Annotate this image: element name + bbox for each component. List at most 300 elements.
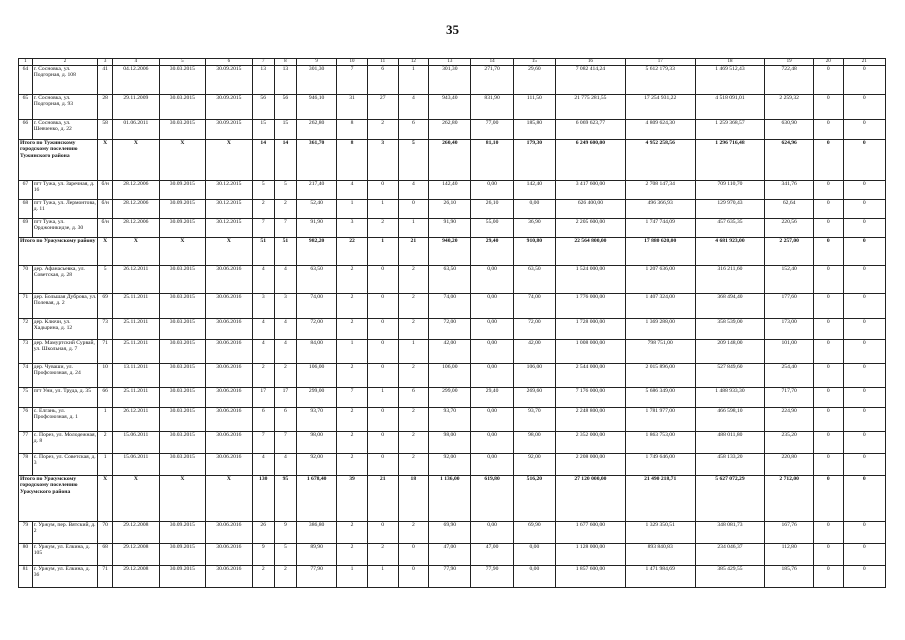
table-cell: 2 bbox=[274, 363, 296, 387]
table-cell: 0 bbox=[813, 565, 843, 587]
table-cell: 0,00 bbox=[513, 199, 555, 218]
address-cell: с. Порез, ул. Молодежная, д. 8 bbox=[32, 431, 98, 453]
table-cell: 458 133,20 bbox=[695, 453, 765, 475]
table-cell: 129 970,43 bbox=[695, 199, 765, 218]
table-cell: 1 407 324,00 bbox=[625, 293, 695, 318]
table-cell: 04.12.2006 bbox=[113, 65, 160, 94]
table-cell: 2 208 000,00 bbox=[556, 453, 626, 475]
table-cell: 2 bbox=[337, 293, 368, 318]
table-cell: 15.06.2011 bbox=[113, 431, 160, 453]
table-cell: 2 bbox=[274, 199, 296, 218]
table-cell: 0 bbox=[843, 199, 885, 218]
table-cell: 2 015 896,00 bbox=[625, 363, 695, 387]
table-cell: 0 bbox=[813, 407, 843, 431]
table-cell: 0,00 bbox=[471, 431, 513, 453]
table-cell: 457 635,35 bbox=[695, 218, 765, 237]
table-row bbox=[19, 119, 886, 139]
table-cell: 30.06.2016 bbox=[206, 318, 253, 339]
column-number-cell: 21 bbox=[843, 59, 885, 66]
table-cell: 269,60 bbox=[513, 387, 555, 407]
table-cell: 29.12.2008 bbox=[113, 521, 160, 543]
table-cell: 943,40 bbox=[429, 94, 471, 119]
table-cell: 93,70 bbox=[513, 407, 555, 431]
table-cell: 488 011,80 bbox=[695, 431, 765, 453]
table-cell: 76 bbox=[19, 407, 33, 431]
table-cell: 30.03.2015 bbox=[159, 453, 206, 475]
table-cell: 77,90 bbox=[471, 565, 513, 587]
column-number-cell: 13 bbox=[429, 59, 471, 66]
column-number-cell: 11 bbox=[367, 59, 398, 66]
table-cell: 1 bbox=[398, 339, 429, 363]
table-cell: 30.06.2016 bbox=[206, 363, 253, 387]
table-cell: 0 bbox=[843, 543, 885, 565]
table-cell: 0,00 bbox=[513, 565, 555, 587]
table-cell: 301,30 bbox=[297, 65, 337, 94]
table-cell: 3 bbox=[274, 293, 296, 318]
table-cell: 4 bbox=[252, 453, 274, 475]
table-cell: 910,80 bbox=[513, 237, 555, 265]
table-cell: 0 bbox=[843, 453, 885, 475]
table-cell: 29.12.2008 bbox=[113, 565, 160, 587]
address-cell: г. Сосновка, ул. Шевченко, д. 22 bbox=[32, 119, 98, 139]
address-cell: г. Уржум, пер. Вятский, д. 2 bbox=[32, 521, 98, 543]
table-cell: X bbox=[206, 475, 253, 521]
table-cell: 66 bbox=[19, 119, 33, 139]
table-row bbox=[19, 65, 886, 94]
table-cell: 2 bbox=[337, 318, 368, 339]
table-cell: 25.11.2011 bbox=[113, 339, 160, 363]
table-cell: 0 bbox=[843, 65, 885, 94]
table-cell: 946,10 bbox=[297, 94, 337, 119]
table-cell: 112,80 bbox=[765, 543, 814, 565]
table-cell: 2 bbox=[398, 521, 429, 543]
table-cell: 13 bbox=[252, 65, 274, 94]
table-cell: 30.09.2015 bbox=[159, 199, 206, 218]
table-cell: 5 bbox=[274, 180, 296, 199]
table-cell: 39 bbox=[337, 475, 368, 521]
table-cell: 21 775 281,55 bbox=[556, 94, 626, 119]
table-cell: 81,10 bbox=[471, 139, 513, 180]
table-cell: 0 bbox=[367, 431, 398, 453]
table-cell: 47,00 bbox=[429, 543, 471, 565]
table-cell: 234 046,37 bbox=[695, 543, 765, 565]
table-cell: 2 bbox=[398, 453, 429, 475]
table-cell: 254,40 bbox=[765, 363, 814, 387]
table-cell: 1 bbox=[367, 565, 398, 587]
table-cell: 2 bbox=[337, 363, 368, 387]
address-cell: пгт Уни, ул. Труда, д. 35 bbox=[32, 387, 98, 407]
subtotal-row bbox=[19, 475, 886, 521]
table-cell: X bbox=[113, 139, 160, 180]
table-cell: 98,00 bbox=[297, 431, 337, 453]
table-cell: 36,90 bbox=[513, 218, 555, 237]
table-cell: 2 bbox=[398, 293, 429, 318]
table-cell: 42,00 bbox=[429, 339, 471, 363]
table-cell: 2 708 147,34 bbox=[625, 180, 695, 199]
table-cell: 106,00 bbox=[513, 363, 555, 387]
table-cell: 17 254 931,22 bbox=[625, 94, 695, 119]
table-cell: 7 bbox=[274, 431, 296, 453]
table-cell: 17 880 620,00 bbox=[625, 237, 695, 265]
table-cell: 01.06.2011 bbox=[113, 119, 160, 139]
table-cell: X bbox=[159, 475, 206, 521]
table-cell: 496 366,93 bbox=[625, 199, 695, 218]
table-cell: X bbox=[113, 237, 160, 265]
table-cell: 30.03.2015 bbox=[159, 94, 206, 119]
table-row bbox=[19, 339, 886, 363]
table-row bbox=[19, 318, 886, 339]
table-cell: 1 207 636,00 bbox=[625, 265, 695, 293]
table-cell: 152,40 bbox=[765, 265, 814, 293]
page-number: 35 bbox=[446, 22, 459, 37]
table-cell: б/н bbox=[98, 218, 113, 237]
table-cell: 21 bbox=[398, 237, 429, 265]
table-cell: 1 488 933,30 bbox=[695, 387, 765, 407]
table-cell: 142,40 bbox=[429, 180, 471, 199]
table-cell: 26 bbox=[252, 521, 274, 543]
table-cell: 271,70 bbox=[471, 65, 513, 94]
table-row bbox=[19, 363, 886, 387]
table-cell: 0 bbox=[813, 65, 843, 94]
table-cell: 30.03.2015 bbox=[159, 387, 206, 407]
table-cell: 0,00 bbox=[471, 453, 513, 475]
table-cell: 2 bbox=[274, 565, 296, 587]
table-cell: 7 bbox=[252, 431, 274, 453]
table-cell: 1 857 600,00 bbox=[556, 565, 626, 587]
table-cell: 0 bbox=[367, 180, 398, 199]
table-cell: 70 bbox=[19, 265, 33, 293]
address-cell: г. Сосновка, ул. Подгорная, д. 108 bbox=[32, 65, 98, 94]
table-cell: 1 bbox=[98, 407, 113, 431]
table-cell: 77,90 bbox=[429, 565, 471, 587]
table-cell: 29.11.2009 bbox=[113, 94, 160, 119]
table-cell: 2 bbox=[337, 407, 368, 431]
table-cell: 4 952 258,56 bbox=[625, 139, 695, 180]
column-number-cell: 2 bbox=[32, 59, 98, 66]
table-cell: 1 524 000,00 bbox=[556, 265, 626, 293]
column-number-cell: 18 bbox=[695, 59, 765, 66]
table-cell: 386,80 bbox=[297, 521, 337, 543]
table-cell: 167,76 bbox=[765, 521, 814, 543]
table-cell: 14 bbox=[274, 139, 296, 180]
table-cell: 2 bbox=[337, 521, 368, 543]
table-cell: 4 bbox=[274, 339, 296, 363]
table-row bbox=[19, 180, 886, 199]
table-cell: 940,20 bbox=[429, 237, 471, 265]
table-cell: 2 bbox=[337, 265, 368, 293]
table-cell: 0 bbox=[813, 218, 843, 237]
table-cell: 5 686 349,00 bbox=[625, 387, 695, 407]
column-number-cell: 4 bbox=[113, 59, 160, 66]
table-cell: 516,20 bbox=[513, 475, 555, 521]
table-cell: 3 bbox=[252, 293, 274, 318]
table-cell: X bbox=[98, 139, 113, 180]
table-cell: 29,60 bbox=[513, 65, 555, 94]
table-cell: 709 110,70 bbox=[695, 180, 765, 199]
table-cell: 0 bbox=[813, 318, 843, 339]
table-cell: 64 bbox=[19, 65, 33, 94]
table-cell: 0 bbox=[843, 387, 885, 407]
table-cell: 30.03.2015 bbox=[159, 265, 206, 293]
column-number-cell: 14 bbox=[471, 59, 513, 66]
table-cell: 0 bbox=[843, 139, 885, 180]
table-cell: 27 120 000,00 bbox=[556, 475, 626, 521]
table-cell: 2 bbox=[337, 453, 368, 475]
table-cell: 30.03.2015 bbox=[159, 339, 206, 363]
table-cell: 1 469 512,43 bbox=[695, 65, 765, 94]
table-cell: 0 bbox=[843, 475, 885, 521]
table-cell: 28.12.2006 bbox=[113, 199, 160, 218]
table-cell: 30.03.2015 bbox=[159, 363, 206, 387]
table-cell: 77,90 bbox=[297, 565, 337, 587]
table-cell: 30.09.2015 bbox=[159, 521, 206, 543]
address-cell: пгт Тужа, ул. Заречная, д. 16 bbox=[32, 180, 98, 199]
table-cell: 26.12.2011 bbox=[113, 265, 160, 293]
table-cell: 75 bbox=[19, 387, 33, 407]
table-cell: 25.11.2011 bbox=[113, 318, 160, 339]
table-cell: 6 bbox=[252, 407, 274, 431]
table-cell: 72,00 bbox=[429, 318, 471, 339]
table-cell: 30.12.2015 bbox=[206, 199, 253, 218]
column-number-cell: 19 bbox=[765, 59, 814, 66]
table-cell: 98,00 bbox=[429, 431, 471, 453]
table-cell: 5 627 072,29 bbox=[695, 475, 765, 521]
column-number-cell: 1 bbox=[19, 59, 33, 66]
table-cell: 93,70 bbox=[297, 407, 337, 431]
table-cell: 0 bbox=[813, 139, 843, 180]
table-cell: 2 bbox=[367, 119, 398, 139]
table-cell: 1 296 716,48 bbox=[695, 139, 765, 180]
table-cell: 348 081,73 bbox=[695, 521, 765, 543]
table-cell: 58 bbox=[98, 119, 113, 139]
table-cell: 0 bbox=[367, 339, 398, 363]
table-cell: 0 bbox=[843, 218, 885, 237]
table-cell: 3 bbox=[337, 218, 368, 237]
table-cell: 2 bbox=[367, 543, 398, 565]
table-cell: 41 bbox=[98, 65, 113, 94]
column-number-cell: 15 bbox=[513, 59, 555, 66]
table-cell: 619,80 bbox=[471, 475, 513, 521]
table-cell: 81 bbox=[19, 565, 33, 587]
table-cell: 63,50 bbox=[297, 265, 337, 293]
table-cell: 798 751,00 bbox=[625, 339, 695, 363]
table-cell: 72,00 bbox=[513, 318, 555, 339]
table-cell: 72,00 bbox=[297, 318, 337, 339]
table-cell: 1 bbox=[398, 65, 429, 94]
table-cell: 26,10 bbox=[471, 199, 513, 218]
column-number-cell: 9 bbox=[297, 59, 337, 66]
table-cell: 92,00 bbox=[297, 453, 337, 475]
table-cell: 30.06.2016 bbox=[206, 521, 253, 543]
table-cell: 29,40 bbox=[471, 237, 513, 265]
table-cell: 6 249 600,00 bbox=[556, 139, 626, 180]
table-cell: 4 bbox=[274, 318, 296, 339]
table-cell: 0 bbox=[813, 543, 843, 565]
table-cell: 385 429,55 bbox=[695, 565, 765, 587]
column-number-cell: 7 bbox=[252, 59, 274, 66]
table-cell: 341,76 bbox=[765, 180, 814, 199]
table-cell: 30.06.2016 bbox=[206, 453, 253, 475]
table-cell: 17 bbox=[274, 387, 296, 407]
table-cell: 1 749 646,00 bbox=[625, 453, 695, 475]
table-cell: 21 bbox=[367, 475, 398, 521]
address-cell: дер. Мамуртский Сурвай, ул. Школьная, д. 7 bbox=[32, 339, 98, 363]
table-cell: 0 bbox=[813, 363, 843, 387]
table-cell: 30.03.2015 bbox=[159, 293, 206, 318]
table-cell: 1 329 350,51 bbox=[625, 521, 695, 543]
table-cell: 1 747 744,09 bbox=[625, 218, 695, 237]
table-row bbox=[19, 565, 886, 587]
table-cell: 0 bbox=[843, 565, 885, 587]
table-cell: 93,70 bbox=[429, 407, 471, 431]
table-cell: 106,00 bbox=[297, 363, 337, 387]
column-number-cell: 3 bbox=[98, 59, 113, 66]
table-cell: X bbox=[159, 237, 206, 265]
table-row bbox=[19, 543, 886, 565]
table-cell: 28.12.2006 bbox=[113, 218, 160, 237]
table-cell: 4 bbox=[274, 453, 296, 475]
table-cell: 73 bbox=[98, 318, 113, 339]
table-cell: 30.12.2015 bbox=[206, 218, 253, 237]
table-cell: 26,10 bbox=[429, 199, 471, 218]
table-cell: 0 bbox=[843, 318, 885, 339]
table-row bbox=[19, 199, 886, 218]
table-row bbox=[19, 431, 886, 453]
table-cell: 173,00 bbox=[765, 318, 814, 339]
table-cell: 1 bbox=[367, 237, 398, 265]
table-cell: 7 bbox=[274, 218, 296, 237]
table-cell: 626 400,00 bbox=[556, 199, 626, 218]
table-cell: 893 840,83 bbox=[625, 543, 695, 565]
table-cell: 13 bbox=[274, 65, 296, 94]
table-cell: X bbox=[98, 237, 113, 265]
table-cell: 2 bbox=[398, 363, 429, 387]
table-cell: 9 bbox=[252, 543, 274, 565]
table-cell: 1 bbox=[367, 387, 398, 407]
table-cell: 42,00 bbox=[513, 339, 555, 363]
table-cell: 630,90 bbox=[765, 119, 814, 139]
table-cell: 98,00 bbox=[513, 431, 555, 453]
table-cell: 0 bbox=[843, 431, 885, 453]
table-cell: 358 539,00 bbox=[695, 318, 765, 339]
column-number-cell: 10 bbox=[337, 59, 368, 66]
table-cell: 30.06.2016 bbox=[206, 339, 253, 363]
table-cell: 209 148,00 bbox=[695, 339, 765, 363]
table-cell: 8 bbox=[337, 139, 368, 180]
table-cell: 262,80 bbox=[429, 119, 471, 139]
table-cell: 2 bbox=[398, 318, 429, 339]
table-cell: 66 bbox=[98, 387, 113, 407]
table-cell: 316 211,60 bbox=[695, 265, 765, 293]
table-cell: 0 bbox=[813, 453, 843, 475]
table-cell: 62,64 bbox=[765, 199, 814, 218]
table-cell: 0 bbox=[367, 407, 398, 431]
table-cell: 2 bbox=[98, 431, 113, 453]
table-row bbox=[19, 218, 886, 237]
table-cell: 69,90 bbox=[429, 521, 471, 543]
table-cell: 2 bbox=[398, 407, 429, 431]
table-cell: 2 259,32 bbox=[765, 94, 814, 119]
table-cell: 30.12.2015 bbox=[206, 180, 253, 199]
table-cell: 29,40 bbox=[471, 387, 513, 407]
table-cell: 0 bbox=[843, 293, 885, 318]
table-cell: 0,00 bbox=[471, 339, 513, 363]
table-cell: 67 bbox=[19, 180, 33, 199]
address-cell: г. Уржум, ул. Елкина, д. 36 bbox=[32, 565, 98, 587]
table-cell: 14 bbox=[252, 139, 274, 180]
table-cell: 25.11.2011 bbox=[113, 387, 160, 407]
table-cell: 2 bbox=[252, 565, 274, 587]
table-cell: 0 bbox=[367, 521, 398, 543]
table-cell: 2 257,00 bbox=[765, 237, 814, 265]
subtotal-label: Итого по Уржумскому району bbox=[19, 237, 98, 265]
address-cell: пгт Тужа, ул. Лермонтова, д. 11 bbox=[32, 199, 98, 218]
table-cell: 179,30 bbox=[513, 139, 555, 180]
table-cell: 30.06.2016 bbox=[206, 431, 253, 453]
table-cell: 7 bbox=[252, 218, 274, 237]
table-cell: 74 bbox=[19, 363, 33, 387]
table-cell: 4 bbox=[252, 318, 274, 339]
table-cell: 30.06.2016 bbox=[206, 293, 253, 318]
table-cell: 30.09.2015 bbox=[159, 218, 206, 237]
table-cell: 51 bbox=[274, 237, 296, 265]
table-cell: 30.06.2016 bbox=[206, 387, 253, 407]
column-number-cell: 5 bbox=[159, 59, 206, 66]
table-cell: 13.11.2011 bbox=[113, 363, 160, 387]
table-cell: 0 bbox=[367, 453, 398, 475]
column-number-cell: 17 bbox=[625, 59, 695, 66]
table-cell: 0 bbox=[367, 265, 398, 293]
table-cell: 4 bbox=[274, 265, 296, 293]
table-cell: 30.09.2015 bbox=[159, 565, 206, 587]
table-cell: 1 369 288,00 bbox=[625, 318, 695, 339]
subtotal-row bbox=[19, 139, 886, 180]
table-cell: 0 bbox=[843, 180, 885, 199]
table-cell: 0 bbox=[813, 521, 843, 543]
table-cell: 0 bbox=[813, 199, 843, 218]
address-cell: пгт Тужа, ул. Орджоникидзе, д. 30 bbox=[32, 218, 98, 237]
table-cell: X bbox=[98, 475, 113, 521]
table-row bbox=[19, 265, 886, 293]
address-cell: г. Уржум, ул. Елкина, д. 105 bbox=[32, 543, 98, 565]
table-row bbox=[19, 521, 886, 543]
table-cell: 30.06.2016 bbox=[206, 565, 253, 587]
table-cell: 722,48 bbox=[765, 65, 814, 94]
table-cell: 466 598,10 bbox=[695, 407, 765, 431]
table-cell: 260,40 bbox=[429, 139, 471, 180]
table-cell: 1 863 753,00 bbox=[625, 431, 695, 453]
table-cell: 106,00 bbox=[429, 363, 471, 387]
table-cell: 80 bbox=[19, 543, 33, 565]
table-cell: 0 bbox=[813, 94, 843, 119]
table-cell: 51 bbox=[252, 237, 274, 265]
table-cell: 0 bbox=[813, 265, 843, 293]
table-cell: 5 bbox=[98, 265, 113, 293]
table-cell: 220,80 bbox=[765, 453, 814, 475]
table-cell: 0 bbox=[843, 94, 885, 119]
table-cell: 142,40 bbox=[513, 180, 555, 199]
subtotal-label: Итого по Тужинскому городскому поселению Тужинского района bbox=[19, 139, 98, 180]
table-cell: 1 128 000,00 bbox=[556, 543, 626, 565]
table-cell: 1 bbox=[337, 199, 368, 218]
table-cell: 71 bbox=[98, 339, 113, 363]
table-cell: 717,70 bbox=[765, 387, 814, 407]
table-row bbox=[19, 94, 886, 119]
table-cell: 1 677 600,00 bbox=[556, 521, 626, 543]
table-cell: 2 205 600,00 bbox=[556, 218, 626, 237]
table-cell: 9 bbox=[274, 521, 296, 543]
table-cell: 92,00 bbox=[513, 453, 555, 475]
